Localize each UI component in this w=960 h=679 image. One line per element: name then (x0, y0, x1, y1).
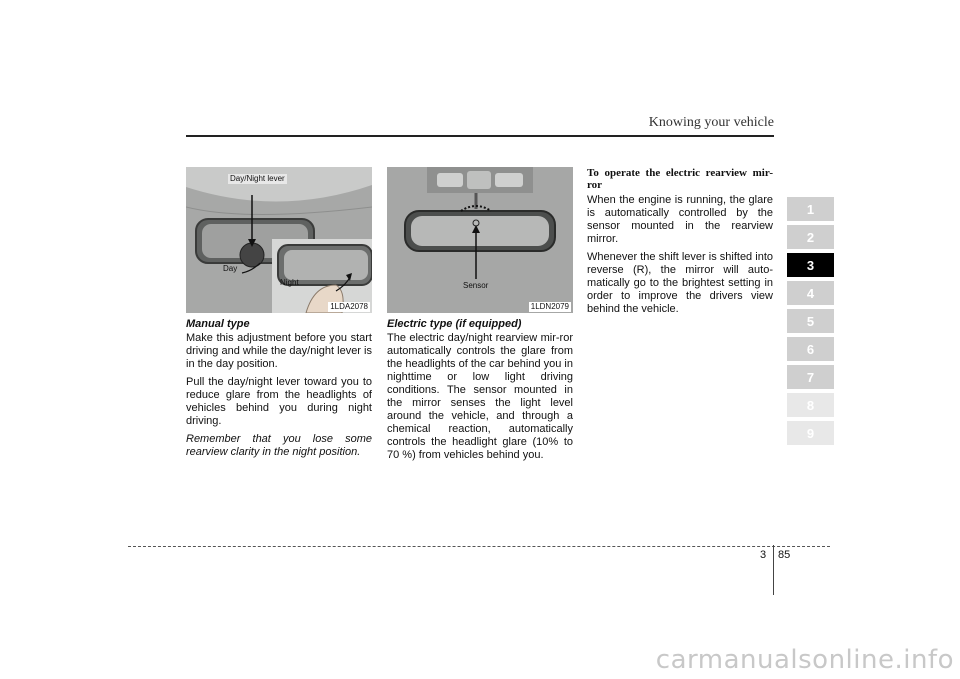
chapter-tab-1[interactable]: 1 (787, 197, 834, 221)
chapter-tab-6[interactable]: 6 (787, 337, 834, 361)
label-day: Day (223, 264, 238, 273)
figure-manual-mirror (186, 167, 372, 313)
chapter-tabs (787, 197, 834, 449)
chapter-tab-8[interactable]: 8 (787, 393, 834, 417)
chapter-tab-2[interactable]: 2 (787, 225, 834, 249)
paragraph: Pull the day/night lever toward you to reduce glare from the headlights of vehicles behind you during night driving. (186, 376, 372, 427)
column-operate (587, 167, 773, 316)
footer-rule (128, 546, 830, 547)
manual-mirror-illustration (186, 167, 372, 313)
label-sensor: Sensor (463, 281, 489, 290)
electric-mirror-illustration (387, 167, 573, 313)
footer-page-number: 85 (778, 549, 791, 561)
label-day-night-lever: Day/Night lever (230, 174, 285, 183)
footer-chapter-number: 3 (760, 549, 767, 561)
watermark: carmanualsonline.info (655, 645, 954, 675)
header-rule (186, 135, 774, 137)
chapter-tab-3[interactable]: 3 (787, 253, 834, 277)
running-header: Knowing your vehicle (648, 115, 774, 130)
paragraph: Make this adjustment before you start driving and while the day/night lever is in the day position. (186, 332, 372, 370)
column-manual-type (186, 167, 372, 459)
figure-electric-mirror (387, 167, 573, 313)
section-heading-electric: Electric type (if equipped) (387, 318, 522, 330)
paragraph: Whenever the shift lever is shifted into reverse (R), the mirror will auto-matically go to the brightest setting in order to improve the drivers view behind the vehicle. (587, 251, 773, 315)
paragraph: The electric day/night rearview mir-ror automatically controls the glare from the headlights of the car behind you in nighttime or low light driving conditions. The sensor mounted in the mirror senses the light level around the vehicle, and through a chemical reaction, automatically controls the headlight glare (10% to 70 %) from vehicles behind you. (387, 332, 573, 461)
figure-code: 1LDA2078 (330, 302, 368, 311)
chapter-tab-9[interactable]: 9 (787, 421, 834, 445)
chapter-tab-7[interactable]: 7 (787, 365, 834, 389)
chapter-tab-5[interactable]: 5 (787, 309, 834, 333)
label-night: Night (280, 278, 299, 287)
paragraph-note: Remember that you lose some rearview clarity in the night position. (186, 433, 372, 458)
paragraph: When the engine is running, the glare is automatically controlled by the sensor mounted in the rearview mirror. (587, 194, 773, 245)
chapter-tab-4[interactable]: 4 (787, 281, 834, 305)
section-heading-operate: To operate the electric rearview mir-ror (587, 167, 773, 191)
section-heading-manual: Manual type (186, 318, 250, 330)
column-electric-type (387, 167, 573, 462)
footer-divider (773, 545, 774, 595)
figure-code: 1LDN2079 (530, 302, 569, 311)
